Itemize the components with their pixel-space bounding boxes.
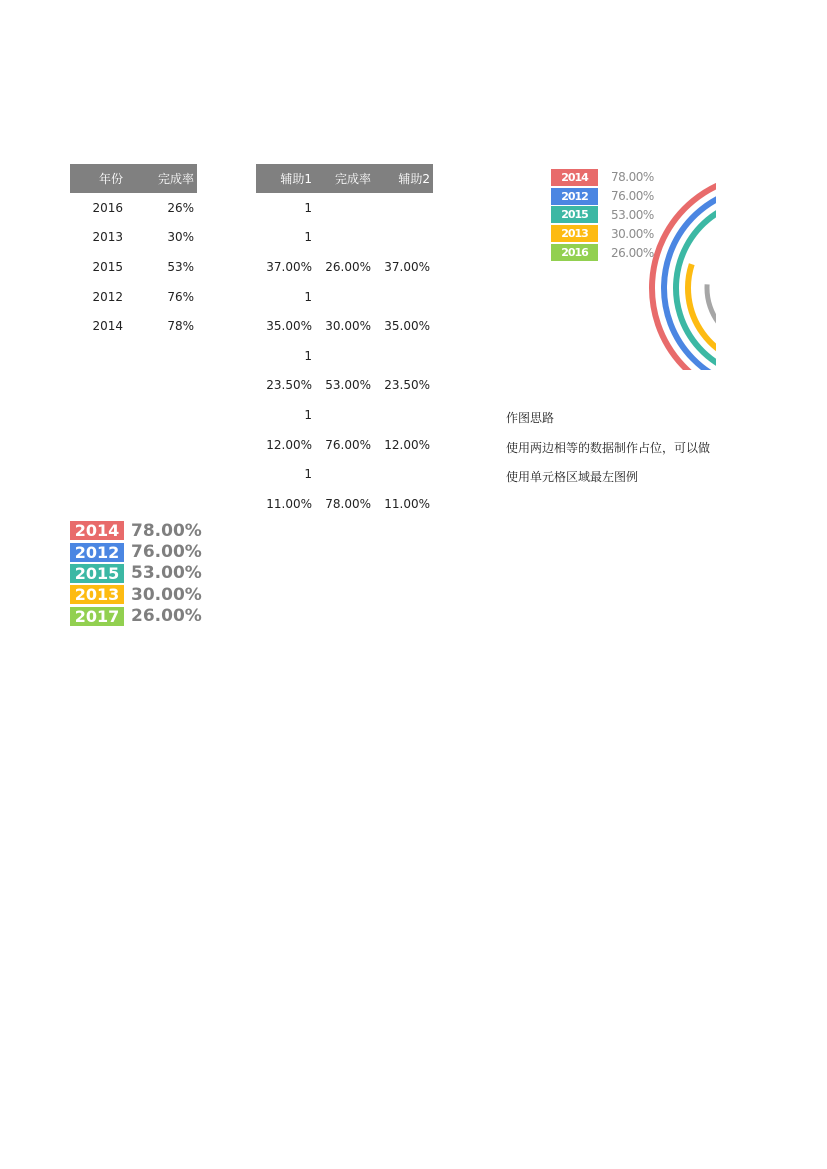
legend-year-tag: 2015 [551,206,598,223]
legend-year-tag: 2014 [551,169,598,186]
helper2-cell [374,341,433,371]
table-row [70,311,197,341]
rate-cell: 53% [167,259,194,274]
legend-value: 53.00% [131,563,202,584]
helper1-cell: 12.00% [266,437,312,452]
rate-cell: 76.00% [325,437,371,452]
table-row [70,282,197,312]
year-cell: 2012 [92,289,123,304]
notes-line-2: 使用单元格区域最左图例 [506,470,639,484]
legend-row [551,168,654,187]
rate-cell [315,459,374,489]
rate-cell: 78% [167,319,194,334]
helper2-cell: 12.00% [384,437,430,452]
helper2-cell: 35.00% [384,319,430,334]
helper2-cell [374,282,433,312]
legend-year-tag: 2013 [551,225,598,242]
helper2-cell: 11.00% [384,496,430,511]
table-row [256,371,433,401]
table-header-row [256,164,433,193]
table-row [256,223,433,253]
legend-value: 30.00% [611,226,654,241]
table-row [256,193,433,223]
table-row [256,252,433,282]
helper1-cell: 1 [304,407,312,422]
legend-row [70,520,202,541]
helper1-cell: 1 [304,200,312,215]
table-row [70,193,197,223]
rate-cell [315,341,374,371]
rate-cell [315,400,374,430]
cell-legend-large [70,520,202,627]
legend-value: 53.00% [611,207,654,222]
table-row [256,311,433,341]
helper2-cell: 37.00% [384,259,430,274]
rate-cell: 30.00% [325,319,371,334]
rate-cell: 26.00% [325,259,371,274]
legend-year-tag: 2013 [70,585,124,604]
header-completion: 完成率 [126,164,197,193]
helper-data-table [256,164,433,519]
ring-chart [640,170,716,370]
year-cell: 2014 [92,319,123,334]
helper2-cell: 23.50% [384,378,430,393]
rate-cell: 53.00% [325,378,371,393]
year-cell: 2015 [92,259,123,274]
legend-value: 78.00% [131,520,202,541]
legend-row [70,606,202,627]
legend-value: 26.00% [131,606,202,627]
legend-value: 30.00% [131,584,202,605]
helper1-cell: 1 [304,467,312,482]
header-year: 年份 [70,164,126,193]
legend-year-tag: 2014 [70,521,124,540]
rate-cell: 76% [167,289,194,304]
legend-value: 26.00% [611,245,654,260]
legend-row [70,541,202,562]
rate-cell: 78.00% [325,496,371,511]
helper1-cell: 1 [304,348,312,363]
notes-line-1: 使用两边相等的数据制作占位，可以做 [506,441,711,455]
header-helper1: 辅助1 [256,164,315,193]
helper2-cell [374,193,433,223]
legend-year-tag: 2017 [70,607,124,626]
header-completion: 完成率 [315,164,374,193]
rate-cell [315,223,374,253]
year-completion-table [70,164,197,341]
helper1-cell: 35.00% [266,319,312,334]
legend-row [551,187,654,206]
helper1-cell: 23.50% [266,378,312,393]
table-row [256,400,433,430]
table-row [256,341,433,371]
legend-year-tag: 2012 [70,543,124,562]
table-row [256,489,433,519]
helper1-cell: 11.00% [266,496,312,511]
year-cell: 2016 [92,200,123,215]
legend-year-tag: 2015 [70,564,124,583]
legend-row [551,224,654,243]
legend-value: 76.00% [611,189,654,204]
year-cell: 2013 [92,230,123,245]
legend-value: 78.00% [611,170,654,185]
legend-row [70,563,202,584]
legend-year-tag: 2016 [551,244,598,261]
rate-cell [315,193,374,223]
legend-value: 76.00% [131,542,202,563]
header-helper2: 辅助2 [374,164,433,193]
table-row [70,223,197,253]
table-row [70,252,197,282]
legend-row [70,584,202,605]
helper1-cell: 1 [304,230,312,245]
table-header-row [70,164,197,193]
table-row [256,282,433,312]
table-row [256,459,433,489]
helper1-cell: 1 [304,289,312,304]
helper1-cell: 37.00% [266,259,312,274]
rate-cell: 30% [167,230,194,245]
legend-row [551,206,654,225]
helper2-cell [374,223,433,253]
table-row [256,430,433,460]
helper2-cell [374,400,433,430]
notes-title: 作图思路 [506,411,555,425]
chart-legend [551,168,654,262]
rate-cell [315,282,374,312]
rate-cell: 26% [167,200,194,215]
helper2-cell [374,459,433,489]
legend-row [551,243,654,262]
legend-year-tag: 2012 [551,188,598,205]
